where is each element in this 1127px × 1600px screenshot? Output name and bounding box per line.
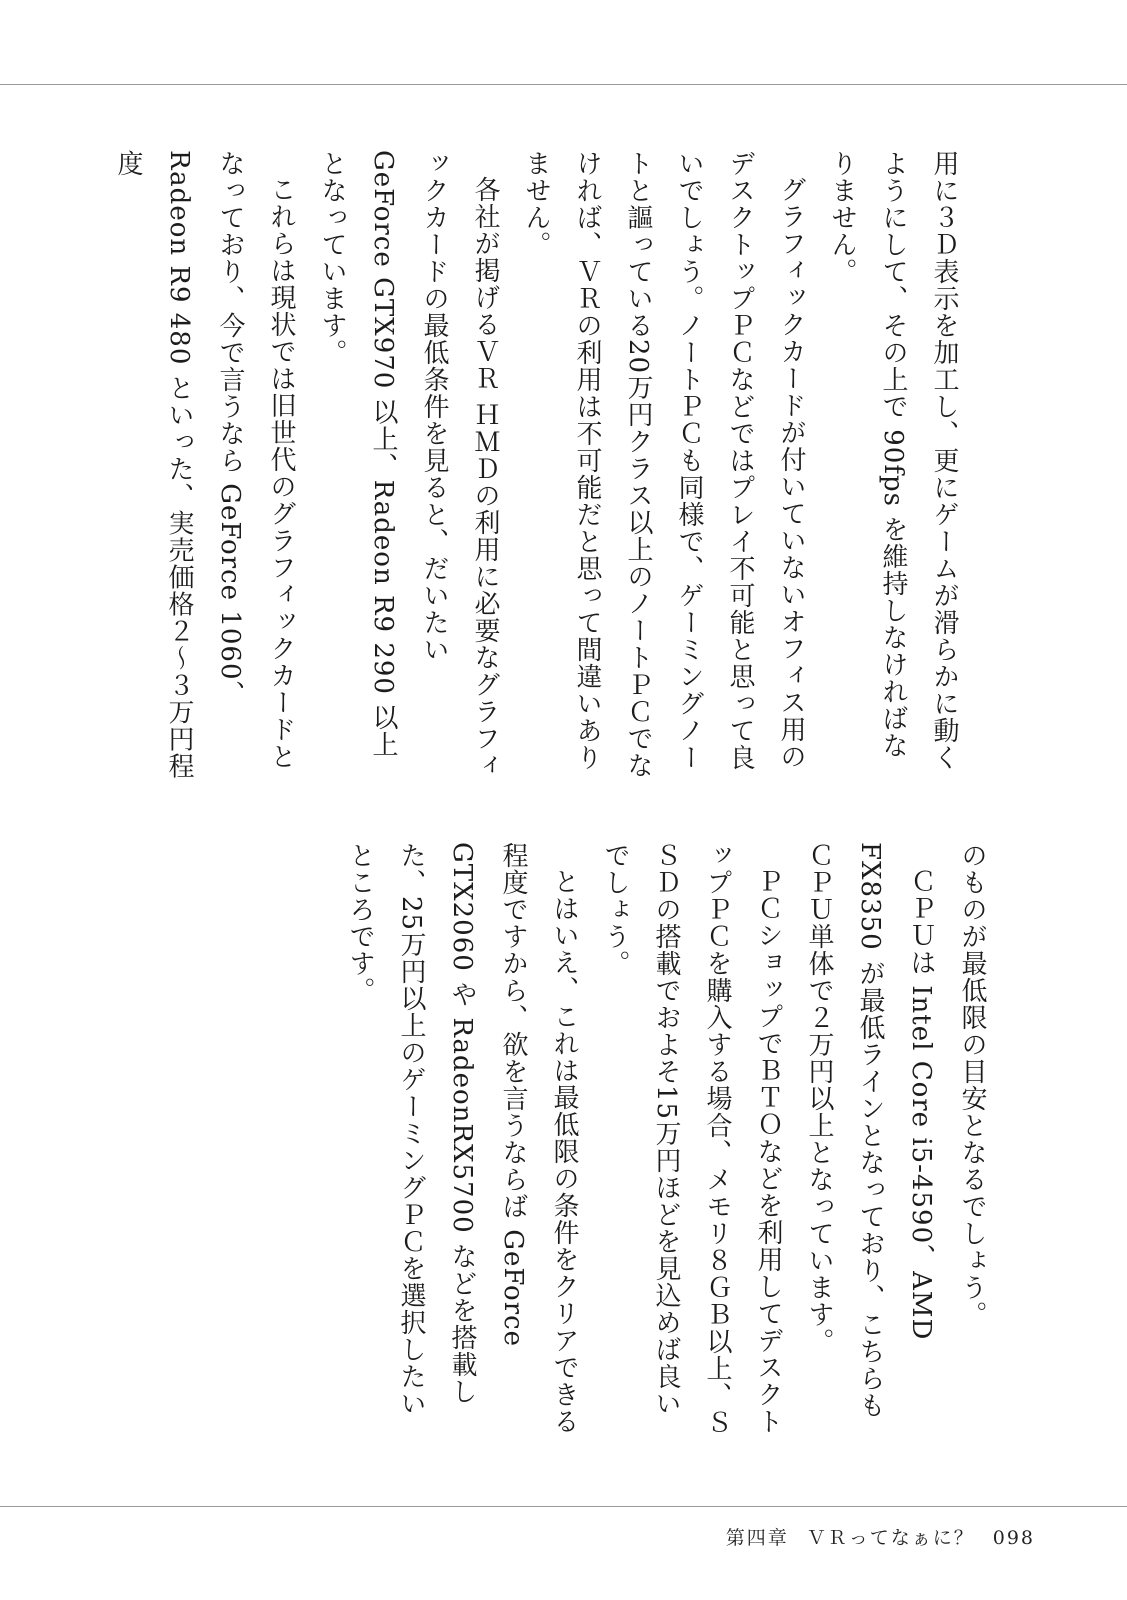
paragraph: とはいえ、これは最低限の条件をクリアできる程度ですから、欲を言うならば GeForce GTX2060 や RadeonRX5700 などを搭載した、25万円以上のゲーミングＰＣを選択したいところです。 — [345, 842, 579, 1435]
paragraph: これらは現状では旧世代のグラフィックカードとなっており、今で言うなら GeForce 1060、Radeon R9 480 といった、実売価格２〜３万円程度 — [113, 150, 296, 780]
upper-text-block — [113, 150, 969, 780]
paragraph: のものが最低限の目安となるでしょう。 — [957, 842, 987, 1328]
lower-text-block — [345, 842, 997, 1442]
chapter-title: ＶＲってなぁに？ — [806, 1527, 975, 1549]
bottom-rule — [0, 1506, 1127, 1507]
page-footer — [726, 1523, 1035, 1550]
paragraph: ＰＣショップでＢＴＯなどを利用してデスクトップＰＣを購入する場合、メモリ８ＧＢ以上、ＳＳＤの搭載でおよそ15万円ほどを見込めば良いでしょう。 — [600, 842, 783, 1436]
page-number: 098 — [992, 1527, 1035, 1549]
paragraph: 各社が掲げるＶＲ ＨＭＤの利用に必要なグラフィックカードの最低条件を見ると、だいたい GeForce GTX970 以上、Radeon R9 290 以上となっています。 — [317, 150, 500, 780]
paragraph: 用に３Ｄ表示を加工し、更にゲームが滑らかに動くようにして、その上で 90fps を維持しなければなりません。 — [827, 150, 959, 771]
paragraph: グラフィックカードが付いていないオフィス用のデスクトップＰＣなどではプレイ不可能と思って良いでしょう。ノートＰＣも同様で、ゲーミングノートと謳っている20万円クラス以上のノートＰＣでなければ、ＶＲの利用は不可能だと思って間違いありません。 — [521, 150, 806, 780]
chapter-label: 第四章 — [725, 1527, 789, 1549]
top-rule — [0, 84, 1127, 85]
paragraph: ＣＰＵは Intel Core i5-4590、AMD FX8350 が最低ラインとなっており、こちらもＣＰＵ単体で２万円以上となっています。 — [804, 842, 936, 1419]
